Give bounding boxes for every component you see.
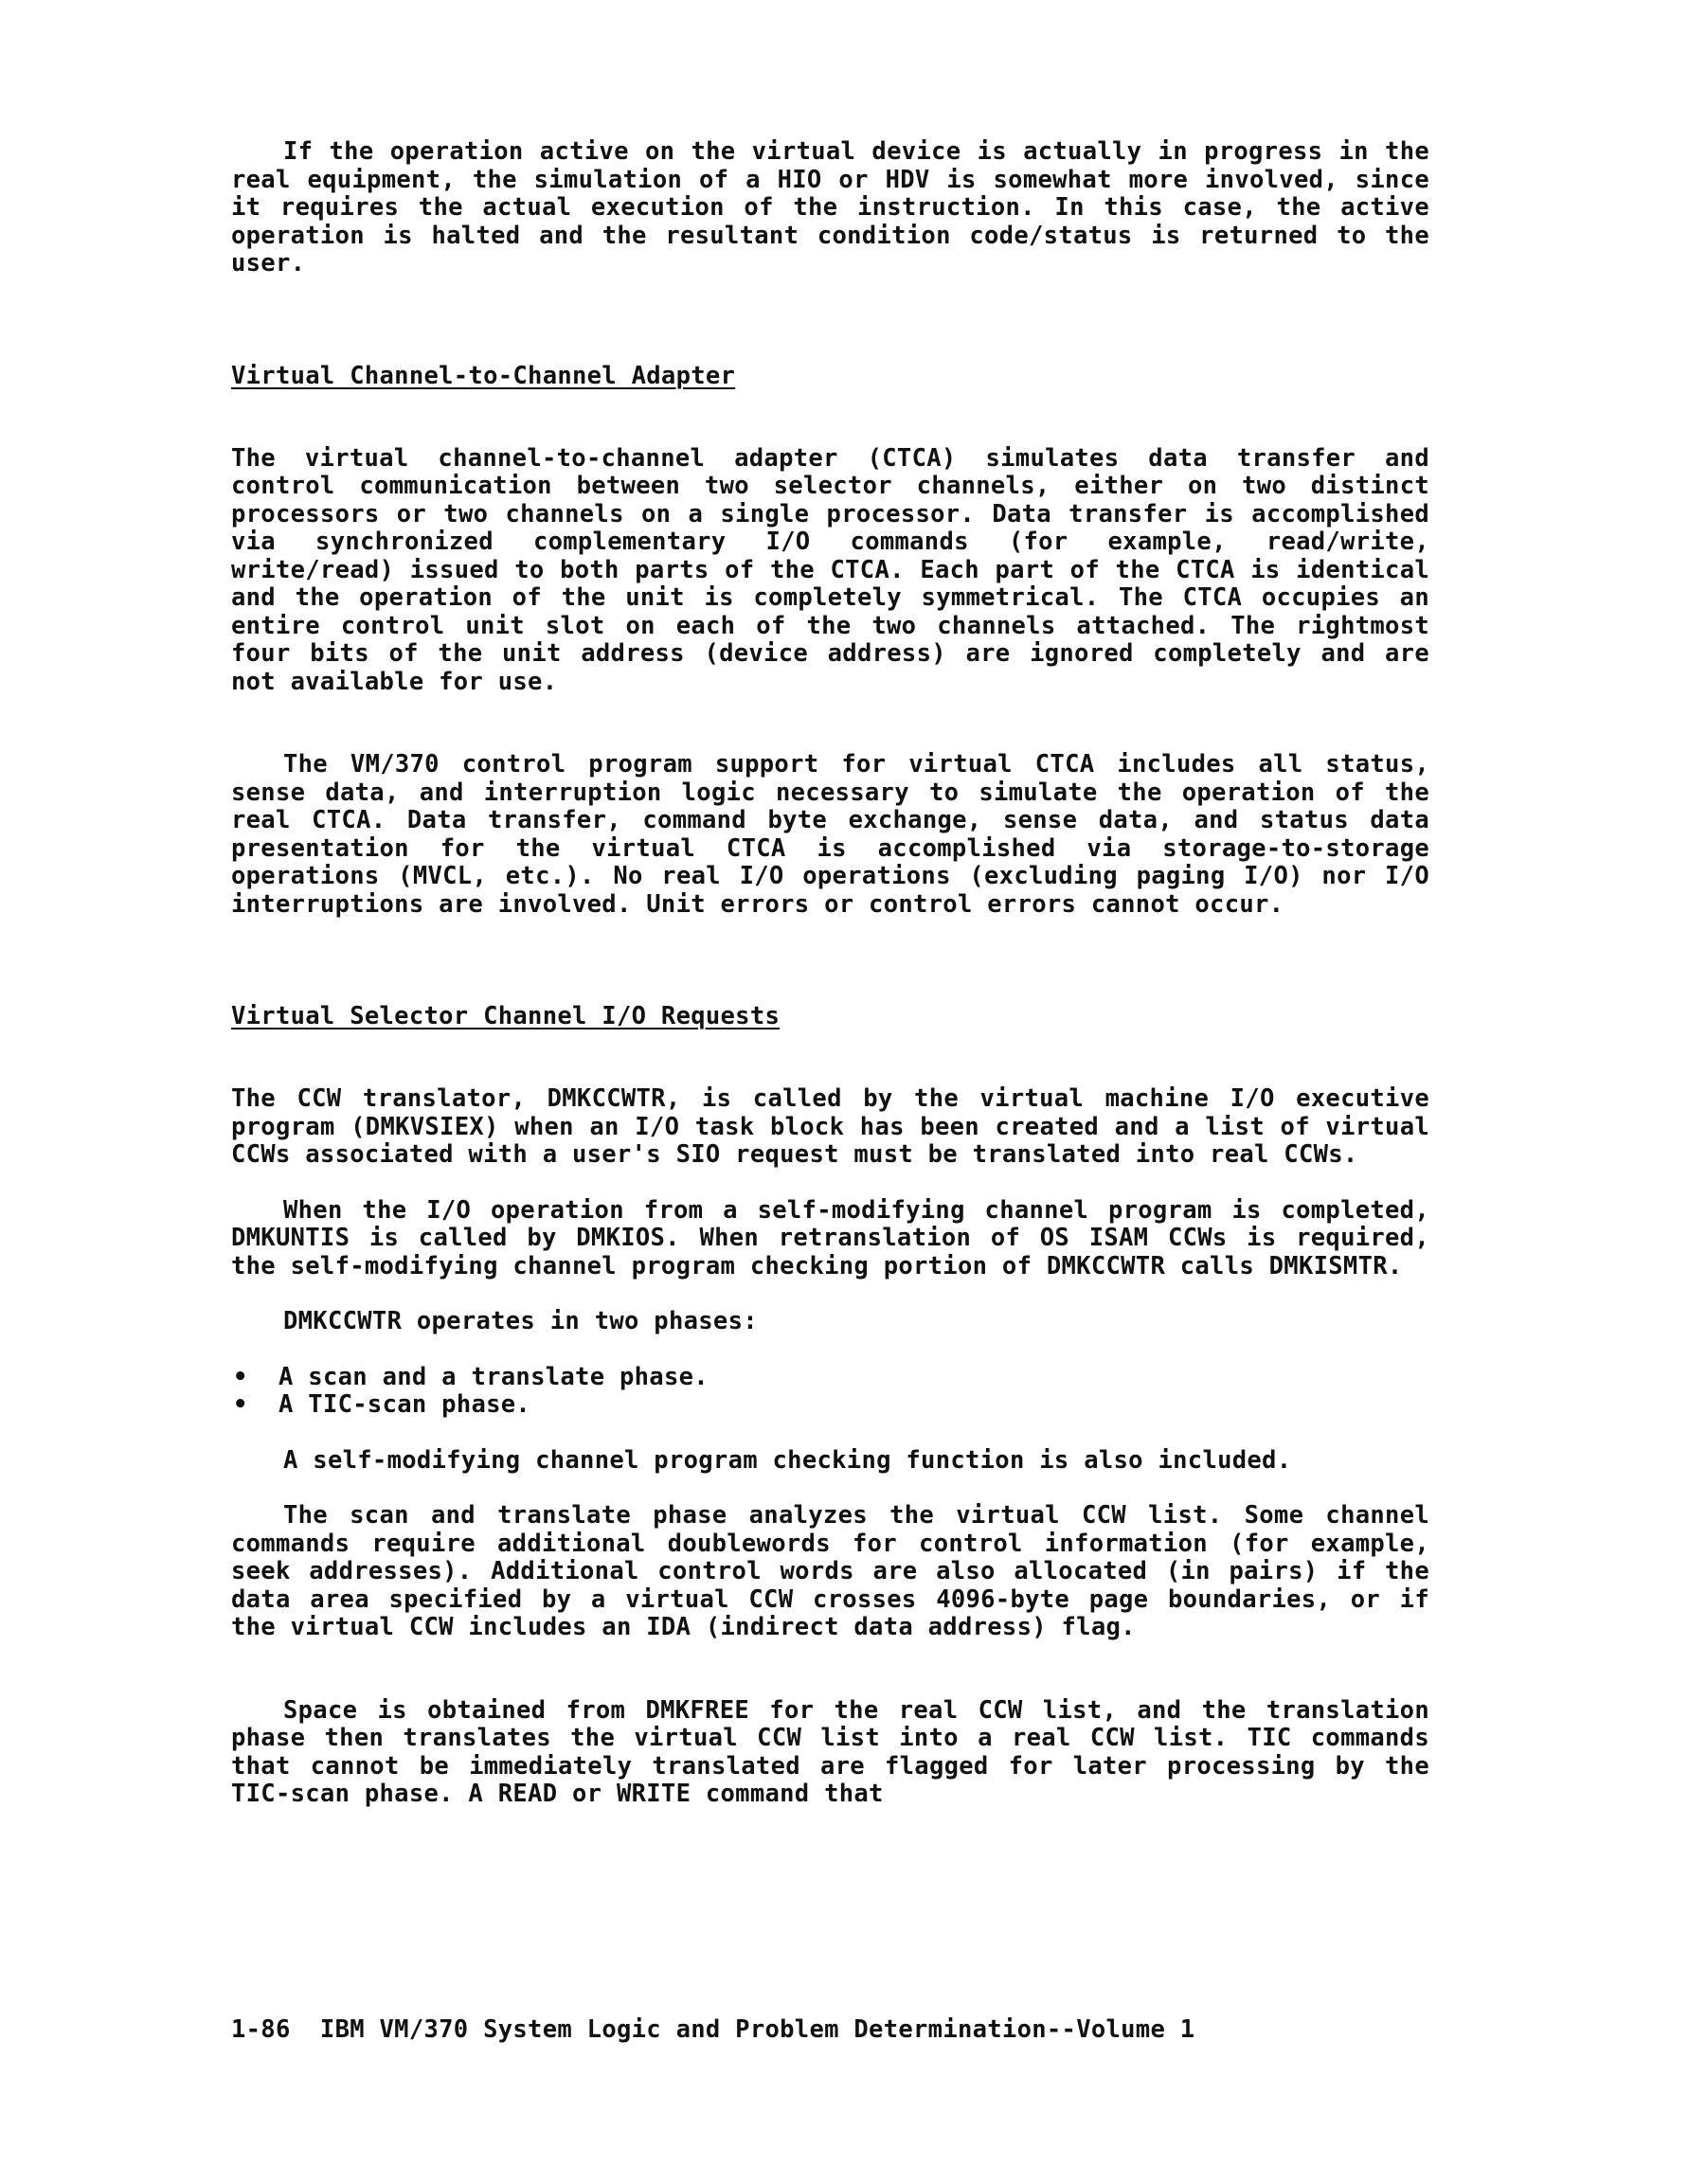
spacer (231, 1030, 1429, 1085)
spacer (231, 390, 1429, 445)
spacer (231, 1170, 1429, 1197)
spacer (231, 1336, 1429, 1364)
paragraph-hio-hdv-simulation: If the operation active on the virtual device is actually in progress in the real equipment, the simulation of a HIO or HDV is somewhat more involved, since it requires the actual execution of the instruction. In this case, the active operation is halted and the resultant condition code/status is returned to the user. (231, 137, 1429, 277)
spacer (231, 1642, 1429, 1697)
list-item-text: A TIC-scan phase. (278, 1390, 531, 1419)
spacer (231, 1280, 1429, 1308)
section-heading-selector-channel (231, 1002, 1429, 1030)
spacer (231, 278, 1429, 362)
paragraph-scan-translate: The scan and translate phase analyzes the virtual CCW list. Some channel commands require additional doublewords for control information (for example, seek addresses). Additional control words are also allocated (in pairs) if the data area specified by a virtual CCW crosses 4096-byte page boundaries, or if the virtual CCW includes an IDA (indirect data address) flag. (231, 1501, 1429, 1641)
paragraph-checking-function: A self-modifying channel program checking function is also included. (283, 1445, 1292, 1475)
phase-list (231, 1364, 1429, 1420)
spacer (231, 1475, 1429, 1502)
paragraph-ctca-description: The virtual channel-to-channel adapter (CTCA) simulates data transfer and control communication between two selector channels, either on two distinct processors or two channels on a single processor. Data transfer is accomplished via synchronized complementary I/O commands (for example, read/write, write/read) issued to both parts of the CTCA. Each part of the CTCA is identical and the operation of the unit is completely symmetrical. The CTCA occupies an entire control unit slot on each of the two channels attached. The rightmost four bits of the unit address (device address) are ignored completely and are not available for use. (231, 443, 1429, 696)
spacer (231, 1420, 1429, 1447)
paragraph-self-modifying: When the I/O operation from a self-modifying channel program is completed, DMKUNTIS is called by DMKIOS. When retranslation of OS ISAM CCWs is required, the self-modifying channel program checking portion of DMKCCWTR calls DMKISMTR. (231, 1195, 1429, 1280)
list-item (231, 1391, 1429, 1420)
spacer (231, 696, 1429, 751)
paragraph-space-obtained: Space is obtained from DMKFREE for the real CCW list, and the translation phase then translates the virtual CCW list into a real CCW list. TIC commands that cannot be immediately translated are flagged for later processing by the TIC-scan phase. A READ or WRITE command that (231, 1695, 1429, 1808)
document-body (231, 138, 1429, 1809)
section-heading-ctca-text: Virtual Channel-to-Channel Adapter (231, 361, 736, 390)
list-item-text: A scan and a translate phase. (278, 1362, 709, 1391)
paragraph-ctca-support: The VM/370 control program support for virtual CTCA includes all status, sense data, and interruption logic necessary to simulate the operation of the real CTCA. Data transfer, command byte exchange, sense data, and status data presentation for the virtual CTCA is accomplished via storage-to-storage operations (MVCL, etc.). No real I/O operations (excluding paging I/O) nor I/O interruptions are involved. Unit errors or control errors cannot occur. (231, 750, 1429, 919)
page-number: 1-86 (231, 2015, 291, 2044)
section-heading-selector-channel-text: Virtual Selector Channel I/O Requests (231, 1002, 781, 1030)
bullet-icon: • (233, 1390, 248, 1419)
spacer (231, 919, 1429, 1002)
list-item (231, 1364, 1429, 1392)
bullet-icon: • (233, 1362, 248, 1391)
publication-title: IBM VM/370 System Logic and Problem Determination--Volume 1 (319, 2015, 1195, 2044)
paragraph-two-phases: DMKCCWTR operates in two phases: (283, 1307, 758, 1335)
section-heading-ctca (231, 362, 1429, 390)
page-footer (231, 2015, 1194, 2044)
paragraph-ccw-translator: The CCW translator, DMKCCWTR, is called by the virtual machine I/O executive program (DMKVSIEX) when an I/O task block has been created and a list of virtual CCWs associated with a user's SIO request must be translated into real CCWs. (231, 1084, 1429, 1169)
